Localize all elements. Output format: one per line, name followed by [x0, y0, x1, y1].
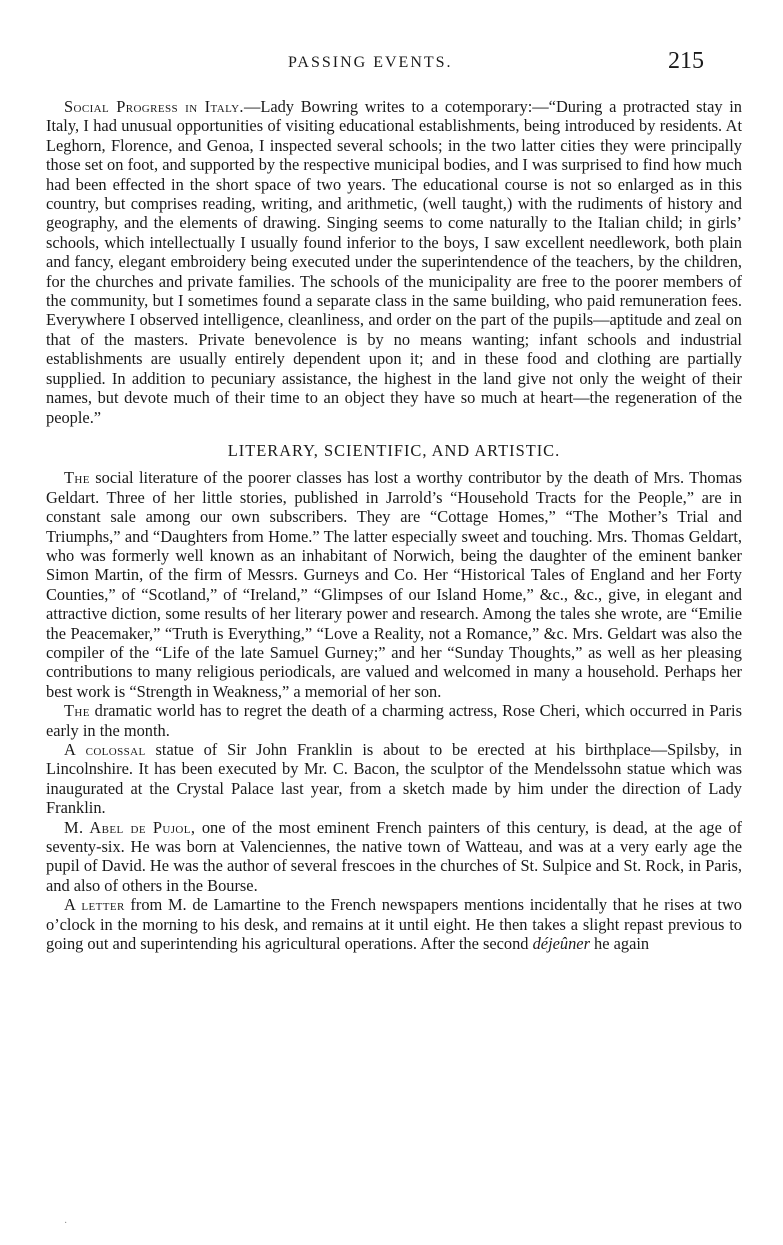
paragraph-text: one of the most eminent French painters of this century, is dead, at the age of seventy-six. He was born at Valenciennes, the native town of Watteau, and was at a very early age the pupil of David. He was the author of several frescoes in the churches of St. Sulpice and St. Rock, in Paris, and also of others in the Bourse.: [46, 817, 742, 895]
paragraph-lead: Social Progress in Italy.: [64, 97, 244, 116]
paragraph-rose-cheri: [46, 701, 742, 740]
running-title: PASSING EVENTS.: [288, 54, 453, 71]
section-heading: LITERARY, SCIENTIFIC, AND ARTISTIC.: [227, 440, 561, 460]
paragraph-lead: M. Abel de Pujol,: [64, 817, 196, 837]
page-number: 215: [668, 48, 704, 74]
footer-mark: ·: [64, 1218, 68, 1229]
paragraph-text: —Lady Bowring writes to a cotemporary:—“During a protracted stay in Italy, I had unusual opportunities of visiting educational establishments, being introduced by residents. At Leghorn, Florence, and Genoa, I inspected several schools; in the two latter cities they were principally those set on foot, and supported by the respective municipal bodies, and I was surprised to find how much had been effected in the short space of two years. The educational course is not so enlarged as in this country, but comprises reading, writing, and arithmetic, (well taught,) with the rudiments of history and geography, and the elements of drawing. Singing seems to come naturally to the Italian child; in girls’ schools, which intellectually I usually found inferior to the boys, I saw excellent needlework, both plain and fancy, elegant embroidery being executed under the superintendence of the teachers, by the children, for the churches and private families. The schools of the municipality are free to the poorer members of the community, but I sometimes found a separate class in the same building, who paid remuneration fees. Everywhere I observed intelligence, cleanliness, and order on the part of the pupils—aptitude and zeal on that of the masters. Private benevolence is by no means wanting; infant schools and industrial establishments are usually entirely dependent upon it; and in these food and clothing are partially supplied. In addition to pecuniary assistance, the highest in the land give not only the weight of their names, but devote much of their time to an object they have so much at heart—the regeneration of the people.”: [46, 97, 742, 427]
paragraph-text: social literature of the poorer classes has lost a worthy contributor by the death of Mrs. Thomas Geldart. Three of her little stories, published in Jarrold’s “Household Tracts for the People,” are in constant sale among our own subscribers. They are “Cottage Homes,” “The Mother’s Trial and Triumphs,” and “Daughters from Home.” The latter especially sweet and touching. Mrs. Thomas Geldart, who was formerly well known as an inhabitant of Norwich, being the daughter of the eminent banker Simon Martin, of the firm of Messrs. Gurneys and Co. Her “Historical Tales of England and her Forty Counties,” of “Scotland,” of “Ireland,” “Glimpses of our Island Home,” &c., &c., give, in elegant and attractive diction, some results of her literary power and research. Among the tales she wrote, are “Emilie the Peacemaker,” “Truth is Everything,” “Love a Reality, not a Romance,” &c. Mrs. Geldart was also the compiler of the “Life of the late Samuel Gurney;” and her “Sunday Thoughts,” as well as her pleasing contributions to many religious periodicals, are valued and welcomed in many a household. Perhaps her best work is “Strength in Weakness,” a memorial of her son.: [46, 468, 742, 701]
running-head: [0, 48, 783, 78]
paragraph-text: dramatic world has to regret the death of a charming actress, Rose Cheri, which occurred in Paris early in the month.: [46, 701, 742, 740]
paragraph-lamartine: [46, 895, 742, 953]
paragraph-lead: The: [64, 701, 90, 721]
paragraph-social-progress: [46, 97, 742, 427]
body-text: [46, 97, 742, 953]
paragraph-lead: The: [64, 468, 90, 488]
paragraph-tail: he again: [589, 934, 650, 954]
paragraph-abel-de-pujol: [46, 818, 742, 896]
italic-word: déjeûner: [532, 934, 590, 954]
paragraph-text: from M. de Lamartine to the French newspapers mentions incidentally that he rises at two o’clock in the morning to his desk, and remains at it until eight. He then takes a slight repast previous to going out and superintending his agricultural operations. After the second: [46, 895, 742, 954]
paragraph-franklin-statue: [46, 740, 742, 818]
paragraph-lead: A letter: [64, 895, 125, 915]
paragraph-lead: A colossal: [64, 740, 146, 759]
paragraph-geldart: [46, 468, 742, 701]
paragraph-text: statue of Sir John Franklin is about to be erected at his birthplace—Spilsby, in Lincolnshire. It has been executed by Mr. C. Bacon, the sculptor of the Mendelssohn statue which was inaugurated at the Crystal Palace last year, from a sketch made by him under the direction of Lady Franklin.: [46, 740, 742, 818]
